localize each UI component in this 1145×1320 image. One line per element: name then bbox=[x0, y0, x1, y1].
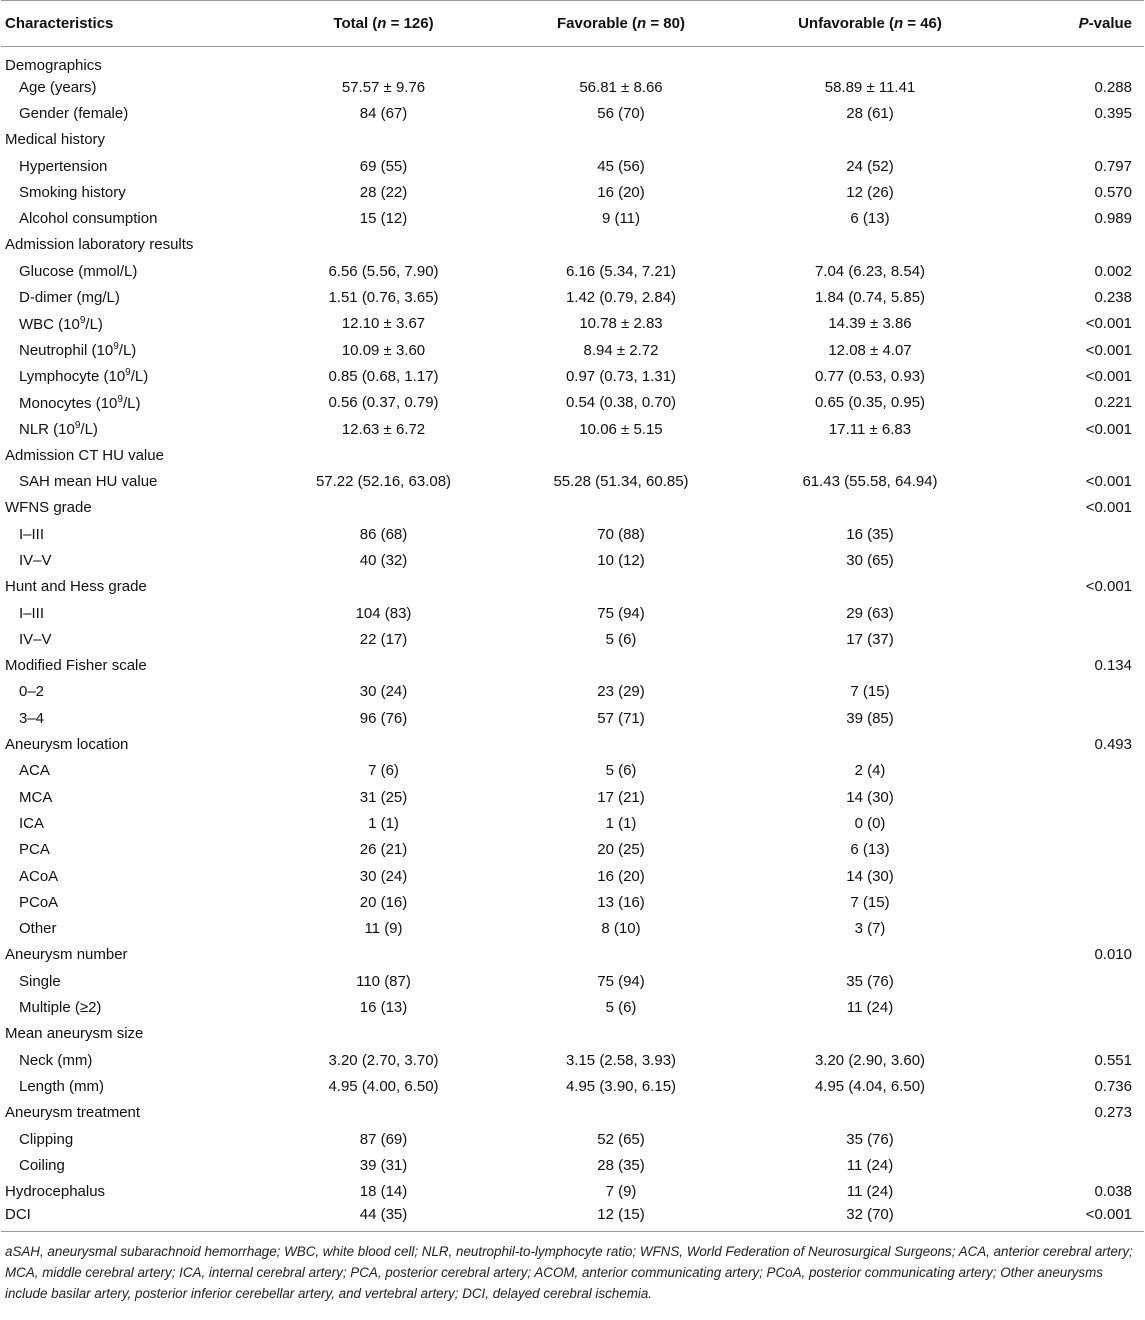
cell-p-value: <0.001 bbox=[1085, 473, 1132, 491]
cell-favorable: 56 (70) bbox=[597, 104, 645, 122]
cell-unfavorable: 7.04 (6.23, 8.54) bbox=[814, 262, 926, 280]
row-sublabel: Coiling bbox=[19, 1156, 65, 1174]
cell-p-value: <0.001 bbox=[1085, 420, 1132, 438]
cell-total: 30 (24) bbox=[359, 683, 408, 701]
cell-unfavorable: 1.84 (0.74, 5.85) bbox=[814, 289, 926, 307]
table-row bbox=[1, 521, 1144, 547]
row-group-label: Aneurysm location bbox=[5, 736, 129, 754]
cell-favorable: 1.42 (0.79, 2.84) bbox=[565, 289, 677, 307]
cell-p-value: 0.134 bbox=[1094, 657, 1132, 675]
table-row bbox=[1, 127, 1144, 153]
table-container bbox=[1, 0, 1144, 1304]
row-sublabel: Hypertension bbox=[19, 157, 108, 175]
cell-total: 30 (24) bbox=[359, 867, 408, 885]
cell-total bbox=[271, 1021, 496, 1047]
table-row bbox=[1, 47, 1144, 75]
cell-unfavorable bbox=[746, 442, 994, 468]
cell-favorable: 1 (1) bbox=[605, 814, 637, 832]
cell-favorable: 17 (21) bbox=[597, 788, 645, 806]
table-row bbox=[1, 232, 1144, 258]
cell-total bbox=[271, 942, 496, 968]
cell-p-value bbox=[994, 1152, 1144, 1178]
cell-unfavorable: 17.11 ± 6.83 bbox=[828, 420, 912, 438]
row-group-label: Hydrocephalus bbox=[5, 1183, 106, 1201]
cell-unfavorable bbox=[746, 1100, 994, 1126]
row-group-label: Modified Fisher scale bbox=[5, 657, 147, 675]
cell-total bbox=[271, 1100, 496, 1126]
cell-unfavorable: 28 (61) bbox=[846, 104, 894, 122]
cell-unfavorable: 14 (30) bbox=[846, 867, 894, 885]
cell-unfavorable: 32 (70) bbox=[846, 1206, 894, 1224]
header-p-value: P-value bbox=[994, 1, 1144, 47]
cell-unfavorable: 12.08 ± 4.07 bbox=[828, 341, 912, 359]
cell-total: 3.20 (2.70, 3.70) bbox=[328, 1051, 439, 1069]
table-row bbox=[1, 468, 1144, 494]
table-row bbox=[1, 547, 1144, 573]
row-sublabel: NLR $(10^9/L)$ bbox=[19, 420, 98, 438]
row-sublabel: Smoking history bbox=[19, 183, 126, 201]
cell-p-value bbox=[994, 232, 1144, 258]
cell-unfavorable: 0.77 (0.53, 0.93) bbox=[814, 367, 926, 385]
characteristics-table bbox=[1, 0, 1144, 1232]
cell-favorable: 20 (25) bbox=[597, 841, 645, 859]
table-footnote: aSAH, aneurysmal subarachnoid hemorrhage; WBC, white blood cell; NLR, neutrophil-to-lymphocyte ratio; WFNS, World Federation of Neurosurgical Surgeons; ACA, anterior cerebral artery; MCA, middle cerebral artery; ICA, internal cerebral artery; PCA, posterior cerebral artery; ACOM, anterior communicating artery; PCoA, posterior communicating artery; Other aneurysms include basilar artery, posterior inferior cerebellar artery, and vertebral artery; DCI, delayed cerebral ischemia. bbox=[5, 1243, 1133, 1301]
cell-p-value: 0.273 bbox=[1094, 1104, 1132, 1122]
cell-p-value: <0.001 bbox=[1085, 341, 1132, 359]
cell-p-value bbox=[994, 600, 1144, 626]
cell-unfavorable: 2 (4) bbox=[854, 762, 886, 780]
cell-p-value: 0.570 bbox=[1094, 183, 1132, 201]
table-row bbox=[1, 994, 1144, 1020]
table-row bbox=[1, 74, 1144, 100]
cell-total: 84 (67) bbox=[359, 104, 408, 122]
row-group-label: Hunt and Hess grade bbox=[5, 578, 147, 596]
cell-p-value: 0.010 bbox=[1094, 946, 1132, 964]
row-sublabel: Multiple (≥2) bbox=[19, 999, 102, 1017]
cell-total: 57.22 (52.16, 63.08) bbox=[315, 473, 452, 491]
cell-favorable: 0.54 (0.38, 0.70) bbox=[565, 394, 677, 412]
cell-favorable: 55.28 (51.34, 60.85) bbox=[553, 473, 689, 491]
table-row bbox=[1, 442, 1144, 468]
table-row bbox=[1, 337, 1144, 363]
table-row bbox=[1, 626, 1144, 652]
row-sublabel: Gender (female) bbox=[19, 104, 129, 122]
cell-unfavorable: 0.65 (0.35, 0.95) bbox=[814, 394, 926, 412]
table-row bbox=[1, 258, 1144, 284]
cell-total: 26 (21) bbox=[359, 841, 408, 859]
cell-total: 0.56 (0.37, 0.79) bbox=[328, 394, 439, 412]
table-row bbox=[1, 889, 1144, 915]
cell-unfavorable: 35 (76) bbox=[846, 972, 894, 990]
cell-favorable bbox=[496, 574, 746, 600]
cell-p-value bbox=[994, 442, 1144, 468]
header-total: Total (n = 126) bbox=[271, 1, 496, 47]
cell-unfavorable: 17 (37) bbox=[846, 630, 894, 648]
cell-p-value bbox=[994, 521, 1144, 547]
row-sublabel: 0–2 bbox=[19, 683, 45, 701]
cell-favorable: 6.16 (5.34, 7.21) bbox=[565, 262, 677, 280]
cell-total: 15 (12) bbox=[359, 210, 408, 228]
cell-p-value: 0.038 bbox=[1094, 1183, 1132, 1201]
cell-total: 20 (16) bbox=[359, 893, 408, 911]
cell-total bbox=[271, 731, 496, 757]
cell-favorable: 4.95 (3.90, 6.15) bbox=[565, 1077, 677, 1095]
cell-total: 86 (68) bbox=[359, 525, 408, 543]
row-group-label: Medical history bbox=[5, 131, 106, 149]
cell-favorable: 3.15 (2.58, 3.93) bbox=[565, 1051, 677, 1069]
row-group-label: Mean aneurysm size bbox=[5, 1025, 144, 1043]
table-row bbox=[1, 679, 1144, 705]
table-row bbox=[1, 1126, 1144, 1152]
cell-total: 44 (35) bbox=[359, 1206, 408, 1224]
cell-p-value: 0.551 bbox=[1094, 1051, 1132, 1069]
cell-p-value bbox=[994, 127, 1144, 153]
cell-total: 22 (17) bbox=[359, 630, 408, 648]
cell-favorable: 75 (94) bbox=[597, 604, 645, 622]
cell-favorable: 56.81 ± 8.66 bbox=[579, 78, 663, 96]
row-sublabel: Glucose (mmol/L) bbox=[19, 262, 138, 280]
row-sublabel: Other bbox=[19, 920, 57, 938]
cell-favorable: 5 (6) bbox=[605, 762, 637, 780]
cell-favorable: 10.78 ± 2.83 bbox=[579, 315, 663, 333]
cell-total bbox=[271, 574, 496, 600]
cell-total bbox=[271, 495, 496, 521]
table-row bbox=[1, 916, 1144, 942]
cell-unfavorable bbox=[746, 574, 994, 600]
cell-p-value: 0.395 bbox=[1094, 104, 1132, 122]
cell-total bbox=[271, 442, 496, 468]
row-group-label: WFNS grade bbox=[5, 499, 92, 517]
row-sublabel: PCA bbox=[19, 841, 50, 859]
cell-unfavorable bbox=[746, 731, 994, 757]
cell-favorable bbox=[496, 47, 746, 75]
cell-p-value bbox=[994, 916, 1144, 942]
cell-favorable: 16 (20) bbox=[597, 183, 645, 201]
cell-total: 7 (6) bbox=[368, 762, 399, 780]
cell-favorable: 45 (56) bbox=[597, 157, 645, 175]
cell-total: 1 (1) bbox=[368, 814, 399, 832]
cell-p-value bbox=[994, 547, 1144, 573]
row-sublabel: IV–V bbox=[19, 630, 52, 648]
cell-total: 110 (87) bbox=[356, 972, 411, 990]
cell-unfavorable bbox=[746, 1021, 994, 1047]
cell-unfavorable: 7 (15) bbox=[850, 893, 890, 911]
cell-p-value bbox=[994, 994, 1144, 1020]
cell-p-value: <0.001 bbox=[1085, 315, 1132, 333]
header-row bbox=[1, 1, 1144, 47]
cell-p-value: 0.736 bbox=[1094, 1077, 1132, 1095]
cell-total: 40 (32) bbox=[359, 551, 408, 569]
table-row bbox=[1, 705, 1144, 731]
cell-unfavorable: 24 (52) bbox=[846, 157, 894, 175]
row-sublabel: Age (years) bbox=[19, 78, 97, 96]
cell-unfavorable: 3.20 (2.90, 3.60) bbox=[814, 1051, 926, 1069]
cell-unfavorable bbox=[746, 495, 994, 521]
cell-unfavorable: 11 (24) bbox=[846, 1156, 894, 1174]
table-row bbox=[1, 574, 1144, 600]
cell-unfavorable: 0 (0) bbox=[854, 814, 886, 832]
cell-total: 39 (31) bbox=[359, 1156, 408, 1174]
cell-unfavorable: 12 (26) bbox=[846, 183, 894, 201]
row-sublabel: Length (mm) bbox=[19, 1077, 105, 1095]
cell-favorable: 8.94 ± 2.72 bbox=[583, 341, 659, 359]
cell-favorable bbox=[496, 232, 746, 258]
cell-p-value: <0.001 bbox=[1085, 499, 1132, 517]
row-sublabel: 3–4 bbox=[19, 709, 45, 727]
cell-p-value bbox=[994, 837, 1144, 863]
cell-favorable bbox=[496, 442, 746, 468]
cell-p-value: 0.797 bbox=[1094, 157, 1132, 175]
cell-unfavorable bbox=[746, 942, 994, 968]
cell-p-value bbox=[994, 47, 1144, 75]
table-row bbox=[1, 1205, 1144, 1231]
table-row bbox=[1, 758, 1144, 784]
header-characteristics: Characteristics bbox=[1, 1, 271, 47]
cell-p-value bbox=[994, 968, 1144, 994]
cell-favorable: 28 (35) bbox=[597, 1156, 645, 1174]
row-group-label: Aneurysm number bbox=[5, 946, 128, 964]
cell-p-value: 0.002 bbox=[1094, 262, 1132, 280]
cell-favorable: 12 (15) bbox=[597, 1206, 645, 1224]
table-row bbox=[1, 205, 1144, 231]
cell-p-value: <0.001 bbox=[1085, 578, 1132, 596]
cell-favorable: 52 (65) bbox=[597, 1130, 645, 1148]
cell-unfavorable: 6 (13) bbox=[850, 841, 890, 859]
cell-p-value bbox=[994, 784, 1144, 810]
cell-total: 104 (83) bbox=[355, 604, 412, 622]
row-sublabel: WBC $(10^9/L)$ bbox=[19, 314, 103, 333]
cell-favorable: 16 (20) bbox=[597, 867, 645, 885]
cell-total: 11 (9) bbox=[364, 920, 403, 938]
cell-favorable: 70 (88) bbox=[597, 525, 645, 543]
row-sublabel: ACoA bbox=[19, 867, 59, 885]
cell-p-value bbox=[994, 1126, 1144, 1152]
cell-total: 16 (13) bbox=[359, 999, 408, 1017]
row-group-label: Admission CT HU value bbox=[5, 446, 164, 464]
cell-unfavorable bbox=[746, 653, 994, 679]
row-sublabel: ACA bbox=[19, 762, 50, 780]
table-header bbox=[1, 1, 1144, 47]
table-row bbox=[1, 968, 1144, 994]
cell-p-value: 0.989 bbox=[1094, 210, 1132, 228]
cell-unfavorable: 6 (13) bbox=[850, 210, 890, 228]
table-row bbox=[1, 1047, 1144, 1073]
table-row bbox=[1, 390, 1144, 416]
table-row bbox=[1, 863, 1144, 889]
cell-unfavorable: 7 (15) bbox=[850, 683, 890, 701]
row-sublabel: Monocytes $(10^9/L)$ bbox=[19, 393, 141, 412]
cell-total: 0.85 (0.68, 1.17) bbox=[328, 367, 439, 385]
cell-favorable bbox=[496, 731, 746, 757]
cell-p-value: <0.001 bbox=[1085, 367, 1132, 385]
cell-unfavorable: 39 (85) bbox=[846, 709, 894, 727]
cell-favorable bbox=[496, 653, 746, 679]
table-row bbox=[1, 837, 1144, 863]
cell-p-value bbox=[994, 889, 1144, 915]
table-row bbox=[1, 1152, 1144, 1178]
cell-unfavorable: 4.95 (4.04, 6.50) bbox=[814, 1077, 926, 1095]
cell-total: 18 (14) bbox=[359, 1183, 408, 1201]
header-unfavorable: Unfavorable (n = 46) bbox=[746, 1, 994, 47]
cell-favorable: 10 (12) bbox=[597, 551, 645, 569]
cell-total: 4.95 (4.00, 6.50) bbox=[328, 1077, 439, 1095]
table-body bbox=[1, 47, 1144, 1232]
cell-unfavorable: 14 (30) bbox=[846, 788, 894, 806]
cell-p-value bbox=[994, 626, 1144, 652]
cell-favorable bbox=[496, 942, 746, 968]
cell-p-value bbox=[994, 810, 1144, 836]
cell-unfavorable bbox=[746, 232, 994, 258]
cell-total bbox=[271, 127, 496, 153]
cell-total: 6.56 (5.56, 7.90) bbox=[328, 262, 439, 280]
row-group-label: Aneurysm treatment bbox=[5, 1104, 141, 1122]
cell-favorable: 0.97 (0.73, 1.31) bbox=[565, 367, 677, 385]
row-sublabel: Lymphocyte $(10^9/L)$ bbox=[19, 367, 149, 386]
cell-favorable: 5 (6) bbox=[605, 630, 637, 648]
cell-unfavorable: 58.89 ± 11.41 bbox=[824, 78, 916, 96]
cell-favorable: 13 (16) bbox=[597, 893, 645, 911]
cell-p-value: <0.001 bbox=[1085, 1206, 1132, 1224]
row-group-label: Admission laboratory results bbox=[5, 236, 194, 254]
cell-p-value bbox=[994, 1021, 1144, 1047]
row-sublabel: PCoA bbox=[19, 893, 59, 911]
cell-p-value: 0.288 bbox=[1094, 78, 1132, 96]
cell-favorable: 57 (71) bbox=[597, 709, 645, 727]
cell-total: 28 (22) bbox=[359, 183, 408, 201]
row-sublabel: Neutrophil $(10^9/L)$ bbox=[19, 341, 137, 360]
row-sublabel: I–III bbox=[19, 525, 45, 543]
cell-unfavorable: 11 (24) bbox=[846, 999, 894, 1017]
cell-unfavorable bbox=[746, 127, 994, 153]
cell-unfavorable bbox=[746, 47, 994, 75]
row-sublabel: IV–V bbox=[19, 551, 52, 569]
cell-p-value bbox=[994, 863, 1144, 889]
cell-p-value bbox=[994, 679, 1144, 705]
cell-favorable: 8 (10) bbox=[601, 920, 641, 938]
cell-favorable bbox=[496, 1100, 746, 1126]
cell-total: 12.63 ± 6.72 bbox=[341, 420, 426, 438]
table-row bbox=[1, 784, 1144, 810]
cell-favorable bbox=[496, 127, 746, 153]
table-row bbox=[1, 153, 1144, 179]
cell-favorable bbox=[496, 495, 746, 521]
row-sublabel: SAH mean HU value bbox=[19, 473, 158, 491]
cell-favorable bbox=[496, 1021, 746, 1047]
cell-favorable: 75 (94) bbox=[597, 972, 645, 990]
row-sublabel: Single bbox=[19, 972, 61, 990]
table-row bbox=[1, 416, 1144, 442]
cell-unfavorable: 16 (35) bbox=[846, 525, 894, 543]
row-sublabel: Alcohol consumption bbox=[19, 210, 158, 228]
table-row bbox=[1, 363, 1144, 389]
cell-unfavorable: 35 (76) bbox=[846, 1130, 894, 1148]
row-group-label: DCI bbox=[5, 1206, 31, 1224]
table-row bbox=[1, 600, 1144, 626]
cell-p-value bbox=[994, 705, 1144, 731]
row-sublabel: ICA bbox=[19, 814, 45, 832]
row-sublabel: Clipping bbox=[19, 1130, 74, 1148]
table-row bbox=[1, 1073, 1144, 1099]
cell-favorable: 9 (11) bbox=[601, 210, 641, 228]
table-row bbox=[1, 1021, 1144, 1047]
cell-total: 69 (55) bbox=[359, 157, 408, 175]
cell-total: 57.57 ± 9.76 bbox=[341, 78, 426, 96]
row-sublabel: MCA bbox=[19, 788, 53, 806]
cell-total: 31 (25) bbox=[359, 788, 408, 806]
table-row bbox=[1, 100, 1144, 126]
table-row bbox=[1, 284, 1144, 310]
cell-unfavorable: 14.39 ± 3.86 bbox=[828, 315, 912, 333]
cell-unfavorable: 3 (7) bbox=[854, 920, 886, 938]
cell-p-value bbox=[994, 758, 1144, 784]
cell-total: 12.10 ± 3.67 bbox=[341, 315, 426, 333]
cell-total bbox=[271, 653, 496, 679]
table-row bbox=[1, 495, 1144, 521]
cell-unfavorable: 11 (24) bbox=[846, 1183, 894, 1201]
cell-total bbox=[271, 47, 496, 75]
cell-p-value: 0.238 bbox=[1094, 289, 1132, 307]
row-sublabel: I–III bbox=[19, 604, 45, 622]
cell-unfavorable: 30 (65) bbox=[846, 551, 894, 569]
cell-favorable: 5 (6) bbox=[605, 999, 637, 1017]
row-sublabel: Neck (mm) bbox=[19, 1051, 93, 1069]
table-row bbox=[1, 311, 1144, 337]
cell-total: 1.51 (0.76, 3.65) bbox=[328, 289, 439, 307]
table-row bbox=[1, 731, 1144, 757]
cell-total: 10.09 ± 3.60 bbox=[341, 341, 426, 359]
table-row bbox=[1, 942, 1144, 968]
cell-unfavorable: 61.43 (55.58, 64.94) bbox=[802, 473, 938, 491]
cell-p-value: 0.221 bbox=[1094, 394, 1132, 412]
row-sublabel: D-dimer (mg/L) bbox=[19, 289, 120, 307]
cell-favorable: 23 (29) bbox=[597, 683, 645, 701]
table-row bbox=[1, 653, 1144, 679]
table-row bbox=[1, 1100, 1144, 1126]
cell-favorable: 7 (9) bbox=[605, 1183, 637, 1201]
cell-favorable: 10.06 ± 5.15 bbox=[579, 420, 663, 438]
cell-p-value: 0.493 bbox=[1094, 736, 1132, 754]
header-favorable: Favorable (n = 80) bbox=[496, 1, 746, 47]
table-row bbox=[1, 810, 1144, 836]
cell-total bbox=[271, 232, 496, 258]
table-row bbox=[1, 179, 1144, 205]
cell-unfavorable: 29 (63) bbox=[846, 604, 894, 622]
cell-total: 87 (69) bbox=[359, 1130, 408, 1148]
row-group-label: Demographics bbox=[5, 57, 102, 74]
cell-total: 96 (76) bbox=[359, 709, 408, 727]
table-row bbox=[1, 1178, 1144, 1204]
